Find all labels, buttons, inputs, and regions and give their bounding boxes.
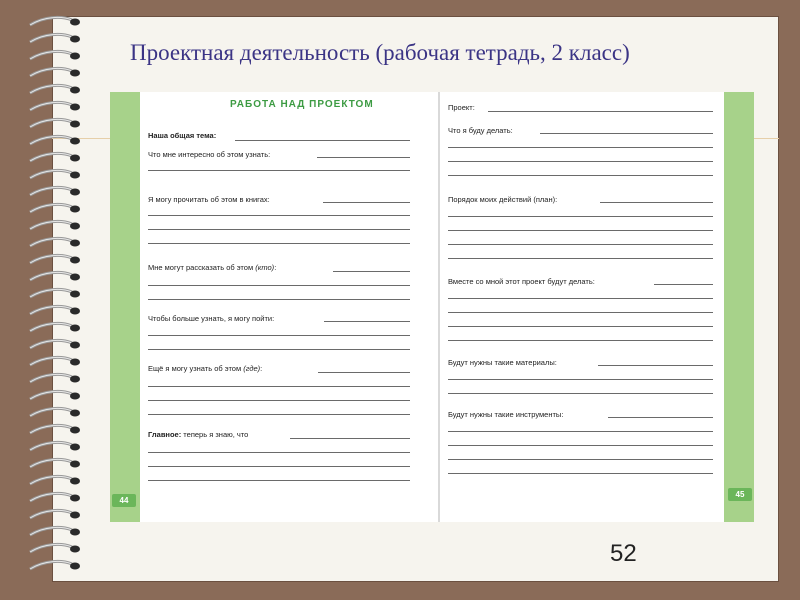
answer-line — [448, 147, 713, 148]
answer-line — [448, 161, 713, 162]
answer-line — [148, 299, 410, 300]
spiral-ring — [30, 136, 80, 144]
spiral-ring — [30, 510, 80, 518]
spiral-ring — [30, 272, 80, 280]
spiral-ring — [30, 17, 80, 25]
answer-line — [148, 466, 410, 467]
spiral-ring — [30, 493, 80, 501]
spiral-ring — [30, 408, 80, 416]
answer-line — [323, 202, 410, 203]
spiral-ring — [30, 442, 80, 450]
slide-title: Проектная деятельность (рабочая тетрадь, 2 класс) — [130, 40, 630, 65]
answer-line — [448, 312, 713, 313]
spiral-ring — [30, 340, 80, 348]
field-plan: Порядок моих действий (план): — [448, 195, 558, 204]
spiral-ring — [30, 425, 80, 433]
spiral-ring — [30, 306, 80, 314]
spiral-ring — [30, 255, 80, 263]
answer-line — [608, 417, 713, 418]
answer-line — [148, 285, 410, 286]
slide-number: 52 — [610, 540, 637, 567]
answer-line — [448, 216, 713, 217]
answer-line — [148, 243, 410, 244]
answer-line — [448, 230, 713, 231]
spiral-ring — [30, 187, 80, 195]
answer-line — [148, 349, 410, 350]
spiral-ring — [30, 544, 80, 552]
answer-line — [448, 326, 713, 327]
answer-line — [148, 335, 410, 336]
worksheet-heading: РАБОТА НАД ПРОЕКТОМ — [230, 99, 374, 110]
field-books: Я могу прочитать об этом в книгах: — [148, 195, 270, 204]
field-where: Ещё я могу узнать об этом (где): — [148, 364, 263, 373]
workbook-spread — [110, 92, 754, 522]
decorative-line — [754, 138, 779, 139]
answer-line — [148, 400, 410, 401]
answer-line — [448, 340, 713, 341]
field-tools: Будут нужны такие инструменты: — [448, 410, 564, 419]
answer-line — [448, 473, 713, 474]
spiral-ring — [30, 391, 80, 399]
spiral-ring — [30, 119, 80, 127]
field-who-tells: Мне могут рассказать об этом (кто): — [148, 263, 277, 272]
answer-line — [148, 480, 410, 481]
answer-line — [540, 133, 713, 134]
field-what-i-do: Что я буду делать: — [448, 126, 513, 135]
answer-line — [488, 111, 713, 112]
answer-line — [600, 202, 713, 203]
field-together: Вместе со мной этот проект будут делать: — [448, 277, 595, 286]
answer-line — [333, 271, 410, 272]
answer-line — [324, 321, 410, 322]
spiral-ring — [30, 374, 80, 382]
spiral-ring — [30, 34, 80, 42]
spiral-ring — [30, 85, 80, 93]
field-our-topic: Наша общая тема: — [148, 131, 217, 140]
answer-line — [235, 140, 410, 141]
answer-line — [448, 459, 713, 460]
answer-line — [148, 229, 410, 230]
spiral-ring — [30, 68, 80, 76]
answer-line — [654, 284, 713, 285]
answer-line — [317, 157, 410, 158]
field-project: Проект: — [448, 103, 475, 112]
spiral-binding — [0, 0, 110, 600]
answer-line — [318, 372, 410, 373]
spiral-ring — [30, 153, 80, 161]
answer-line — [290, 438, 410, 439]
answer-line — [448, 445, 713, 446]
answer-line — [448, 431, 713, 432]
right-page-number: 45 — [728, 488, 752, 501]
left-page — [140, 92, 438, 522]
answer-line — [448, 175, 713, 176]
spiral-ring — [30, 459, 80, 467]
answer-line — [448, 298, 713, 299]
answer-line — [448, 379, 713, 380]
spiral-ring — [30, 204, 80, 212]
spiral-ring — [30, 289, 80, 297]
spiral-ring — [30, 561, 80, 569]
answer-line — [148, 215, 410, 216]
field-interest: Что мне интересно об этом узнать: — [148, 150, 271, 159]
answer-line — [148, 170, 410, 171]
right-page — [440, 92, 724, 522]
spiral-ring — [30, 221, 80, 229]
spiral-ring — [30, 170, 80, 178]
spiral-ring — [30, 527, 80, 535]
answer-line — [148, 386, 410, 387]
answer-line — [448, 393, 713, 394]
spiral-ring — [30, 357, 80, 365]
left-page-number: 44 — [112, 494, 136, 507]
answer-line — [448, 258, 713, 259]
answer-line — [148, 452, 410, 453]
field-go-to: Чтобы больше узнать, я могу пойти: — [148, 314, 275, 323]
answer-line — [598, 365, 713, 366]
field-main: Главное: теперь я знаю, что — [148, 430, 249, 439]
spiral-ring — [30, 102, 80, 110]
spiral-ring — [30, 238, 80, 246]
spiral-ring — [30, 476, 80, 484]
spiral-ring — [30, 323, 80, 331]
answer-line — [148, 414, 410, 415]
answer-line — [448, 244, 713, 245]
spiral-ring — [30, 51, 80, 59]
field-materials: Будут нужны такие материалы: — [448, 358, 557, 367]
